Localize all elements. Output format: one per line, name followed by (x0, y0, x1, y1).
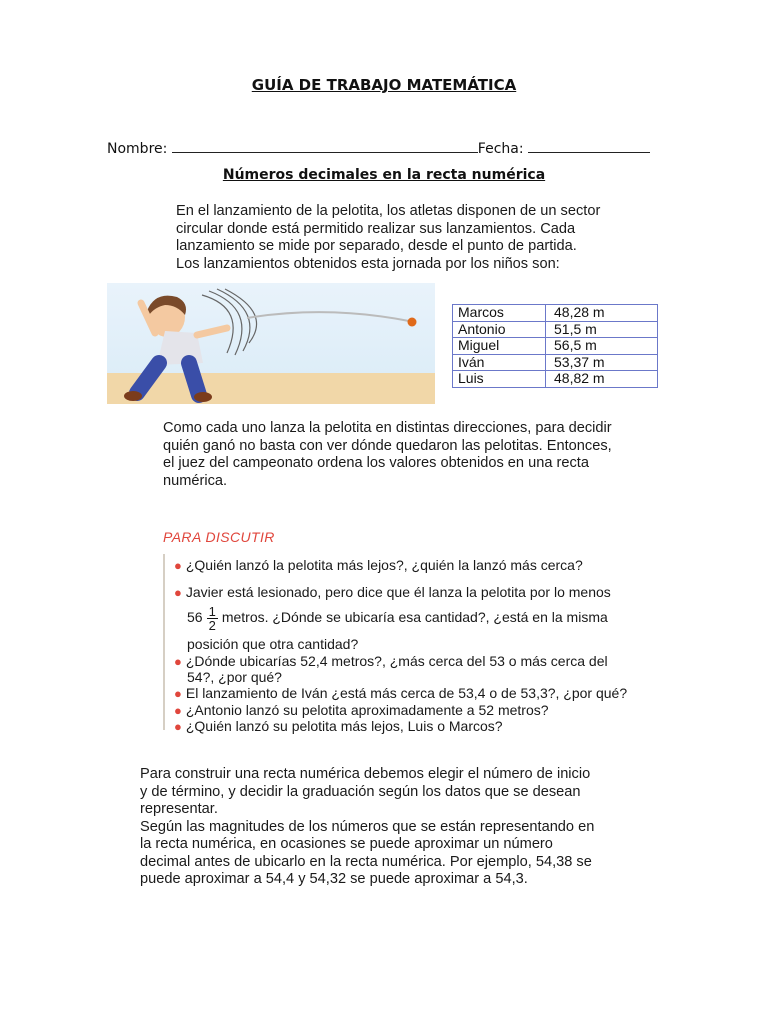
thrower-illustration (107, 283, 435, 404)
closing-line: representar. (140, 801, 218, 817)
closing-line: y de término, y decidir la graduación según los datos que se desean (140, 783, 581, 800)
question-item (174, 557, 583, 573)
bullet-icon: ● (174, 719, 182, 734)
explanation-line: Como cada uno lanza la pelotita en distintas direcciones, para decidir (163, 420, 612, 436)
athlete-name: Miguel (453, 338, 546, 355)
date-field[interactable] (528, 140, 650, 153)
question-continuation (187, 605, 608, 632)
question-item (174, 653, 608, 669)
explanation-line: numérica. (163, 472, 228, 489)
bullet-icon: ● (174, 686, 182, 701)
bullet-icon: ● (174, 558, 182, 573)
question-text: ¿Quién lanzó la pelotita más lejos?, ¿quién la lanzó más cerca? (185, 557, 583, 573)
table-row (453, 371, 658, 388)
fraction (207, 605, 218, 632)
athlete-name: Iván (453, 354, 546, 371)
explanation-line: quién ganó no basta con ver dónde quedaron las pelotitas. Entonces, (163, 437, 612, 454)
name-field[interactable] (172, 140, 478, 153)
name-label: Nombre: (107, 141, 168, 157)
explanation-line: el juez del campeonato ordena los valores obtenidos en una recta (163, 455, 589, 471)
closing-line: decimal antes de ubicarlo en la recta numérica. Por ejemplo, 54,38 se (140, 853, 592, 870)
ball (408, 318, 417, 327)
intro-paragraph (176, 203, 646, 273)
table-row (453, 321, 658, 338)
bullet-icon: ● (174, 703, 182, 718)
throw-distance: 51,5 m (546, 321, 658, 338)
athlete-name: Antonio (453, 321, 546, 338)
table-row (453, 354, 658, 371)
discuss-heading: PARA DISCUTIR (163, 529, 275, 545)
question-text: ¿Antonio lanzó su pelotita aproximadamente a 52 metros? (185, 702, 549, 718)
question-text: El lanzamiento de Iván ¿está más cerca de 53,4 o de 53,3?, ¿por qué? (185, 685, 628, 701)
closing-line: puede aproximar a 54,4 y 54,32 se puede aproximar a 54,3. (140, 871, 528, 887)
question-text: metros. ¿Dónde se ubicaría esa cantidad?, ¿está en la misma (221, 609, 608, 626)
bullet-icon: ● (174, 654, 182, 669)
question-text: Javier está lesionado, pero dice que él lanza la pelotita por lo menos (185, 584, 611, 600)
throw-distance: 48,28 m (546, 305, 658, 322)
intro-line: circular donde está permitido realizar sus lanzamientos. Cada (176, 220, 576, 237)
results-table (452, 304, 658, 388)
discuss-sidebar-line (163, 554, 165, 730)
question-continuation (187, 636, 358, 652)
fraction-denominator: 2 (208, 618, 216, 633)
athlete-name: Marcos (453, 305, 546, 322)
intro-line: En el lanzamiento de la pelotita, los atletas disponen de un sector (176, 203, 601, 219)
question-continuation (187, 669, 282, 685)
question-item (174, 702, 549, 718)
intro-line: lanzamiento se mide por separado, desde el punto de partida. (176, 238, 577, 254)
question-text: ¿Dónde ubicarías 52,4 metros?, ¿más cerca del 53 o más cerca del (185, 653, 608, 669)
question-text: 54?, ¿por qué? (187, 669, 282, 685)
name-date-row (107, 140, 650, 157)
question-text: ¿Quién lanzó su pelotita más lejos, Luis o Marcos? (185, 718, 503, 734)
closing-line: la recta numérica, en ocasiones se puede aproximar un número (140, 836, 553, 852)
closing-paragraph (140, 766, 650, 889)
closing-line: Para construir una recta numérica debemos elegir el número de inicio (140, 766, 591, 782)
question-item (174, 685, 627, 701)
section-subtitle: Números decimales en la recta numérica (222, 167, 546, 183)
mixed-number-whole: 56 (187, 609, 203, 626)
question-item (174, 718, 503, 734)
table-row (453, 338, 658, 355)
fraction-numerator: 1 (208, 604, 216, 619)
bullet-icon: ● (174, 585, 182, 600)
athlete-name: Luis (453, 371, 546, 388)
table-row (453, 305, 658, 322)
question-item (174, 584, 611, 600)
throw-distance: 48,82 m (546, 371, 658, 388)
intro-line: Los lanzamientos obtenidos esta jornada por los niños son: (176, 255, 560, 272)
throw-distance: 53,37 m (546, 354, 658, 371)
explanation-paragraph (163, 420, 663, 490)
date-label: Fecha: (477, 141, 524, 157)
throw-distance: 56,5 m (546, 338, 658, 355)
question-text: posición que otra cantidad? (187, 636, 359, 652)
closing-line: Según las magnitudes de los números que se están representando en (140, 818, 595, 835)
page-title: GUÍA DE TRABAJO MATEMÁTICA (251, 76, 517, 94)
